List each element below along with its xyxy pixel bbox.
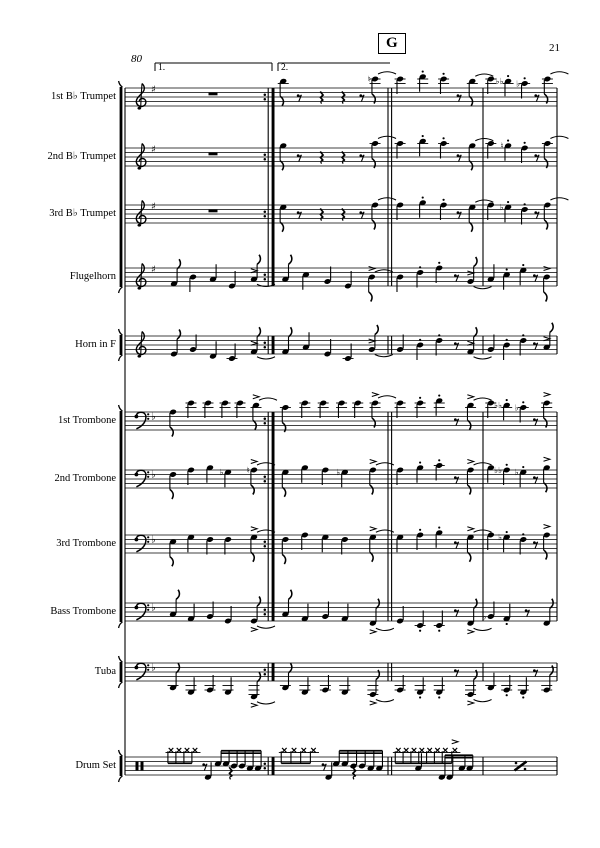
flag: [251, 485, 254, 495]
eighth-rest: [359, 94, 364, 101]
x-notehead: [185, 748, 190, 753]
repeat-dot: [264, 673, 267, 676]
tie: [378, 198, 396, 200]
accent-mark: [251, 628, 257, 632]
eighth-rest: [322, 763, 327, 770]
flag: [544, 94, 547, 104]
page-number: 21: [549, 42, 560, 54]
repeat-dot: [264, 763, 267, 766]
eighth-rest: [533, 541, 538, 548]
flag: [370, 485, 373, 495]
eighth-rest: [534, 94, 539, 101]
flag: [176, 663, 179, 673]
accidental: ♮: [500, 141, 504, 152]
x-notehead: [396, 748, 401, 753]
flag: [280, 161, 283, 171]
instrument-label-2: 3rd B♭ Trumpet: [49, 208, 116, 219]
flag: [280, 96, 283, 106]
eighth-rest: [454, 418, 459, 425]
tie: [475, 74, 493, 76]
group-bracket: [119, 405, 123, 628]
tie: [378, 72, 396, 74]
tie: [257, 626, 275, 628]
tie: [376, 628, 394, 630]
accidental: ♮: [367, 74, 371, 85]
x-notehead: [443, 748, 448, 753]
flag: [467, 552, 470, 562]
eighth-rest: [457, 154, 462, 161]
staff-7: [125, 525, 557, 567]
flag: [370, 552, 373, 562]
key-signature-sharp: ♯: [151, 201, 156, 213]
eighth-rest: [533, 669, 538, 676]
staccato-dot: [438, 459, 440, 461]
flag: [170, 557, 173, 567]
staccato-dot: [442, 73, 444, 75]
flag: [289, 590, 292, 600]
staff-3: [125, 255, 557, 302]
eighth-rest: [359, 154, 364, 161]
rehearsal-mark: G: [378, 33, 406, 54]
bass-clef-icon: [135, 412, 150, 429]
instrument-label-7: 3rd Trombone: [56, 538, 116, 549]
staccato-dot: [522, 533, 524, 535]
key-signature-flat: ♭: [151, 469, 156, 481]
staff-0: [125, 70, 568, 109]
x-notehead: [282, 748, 287, 753]
x-notehead: [177, 748, 182, 753]
flag: [544, 550, 547, 560]
eighth-rest: [533, 476, 538, 483]
flag: [469, 222, 472, 232]
barline-double: [388, 412, 392, 621]
repeat-dot: [264, 215, 267, 218]
accidental: ♭♭: [495, 77, 504, 88]
bass-clef-icon: [135, 663, 150, 680]
key-signature-sharp: ♯: [151, 144, 156, 156]
tie: [375, 355, 393, 357]
tie: [474, 398, 492, 400]
staccato-dot: [522, 334, 524, 336]
staccato-dot: [506, 623, 508, 625]
accent-mark: [467, 527, 473, 531]
eighth-rest: [533, 418, 538, 425]
eighth-rest: [454, 476, 459, 483]
repeat-dot: [264, 541, 267, 544]
flag: [257, 597, 260, 607]
staccato-dot: [522, 466, 524, 468]
eighth-rest: [359, 211, 364, 218]
tie: [475, 200, 493, 202]
flag: [550, 599, 553, 609]
staccato-dot: [506, 464, 508, 466]
accent-mark: [370, 701, 376, 705]
instrument-label-4: Horn in F: [75, 339, 116, 350]
staff-10: [125, 740, 557, 781]
repeat-dot: [264, 154, 267, 157]
staccato-dot: [506, 339, 508, 341]
whole-rest: [209, 153, 218, 156]
staccato-dot: [507, 75, 509, 77]
staccato-dot: [506, 531, 508, 533]
volta-bracket: [155, 63, 272, 71]
tie: [376, 700, 394, 702]
staccato-dot: [419, 630, 421, 632]
accent-mark: [251, 703, 257, 707]
tie: [257, 702, 275, 704]
flag: [177, 330, 180, 340]
accidental: ♭♭: [494, 465, 503, 476]
eighth-rest: [454, 669, 459, 676]
staccato-dot: [442, 137, 444, 139]
accent-mark: [467, 271, 473, 275]
repeat-dot: [264, 767, 267, 770]
eighth-rest: [297, 94, 302, 101]
treble-clef-icon: [136, 84, 146, 110]
staccato-dot: [438, 262, 440, 264]
staff-9: [125, 663, 557, 708]
eighth-rest: [533, 274, 538, 281]
key-signature-flat: ♭: [151, 602, 156, 614]
accent-mark: [467, 701, 473, 705]
whole-rest: [209, 210, 218, 213]
flag: [170, 490, 173, 500]
accent-mark: [467, 460, 473, 464]
accent-mark: [452, 740, 458, 744]
key-signature-flat: ♭: [151, 534, 156, 546]
flag: [257, 327, 260, 337]
staccato-dot: [419, 529, 421, 531]
staff-2: [125, 196, 568, 231]
instrument-label-10: Drum Set: [75, 760, 116, 771]
repeat-dot: [264, 609, 267, 612]
staccato-dot: [506, 694, 508, 696]
accidental: ♭: [499, 203, 504, 214]
flag: [282, 423, 285, 433]
staccato-dot: [506, 268, 508, 270]
flag: [170, 427, 173, 437]
whole-rest: [209, 93, 218, 96]
treble-clef-icon: [136, 144, 146, 170]
group-bracket: [119, 329, 123, 361]
accidental: ♭: [498, 533, 503, 544]
repeat-dot: [264, 545, 267, 548]
staccato-dot: [524, 142, 526, 144]
quarter-rest: [353, 767, 356, 779]
tie: [257, 357, 275, 359]
repeat-dot: [264, 342, 267, 345]
staccato-dot: [422, 196, 424, 198]
flag: [257, 672, 260, 682]
treble-clef-icon: [136, 332, 146, 358]
staccato-dot: [438, 526, 440, 528]
staccato-dot: [522, 264, 524, 266]
repeat-dot: [264, 158, 267, 161]
flag: [289, 327, 292, 337]
x-notehead: [311, 748, 316, 753]
accidental: ♭: [514, 468, 519, 479]
staccato-dot: [506, 399, 508, 401]
staff-6: [125, 457, 557, 499]
x-notehead: [292, 748, 297, 753]
accent-mark: [253, 395, 259, 399]
bass-clef-icon: [135, 603, 150, 620]
accidental: ♭♭: [494, 401, 503, 412]
flag: [289, 255, 292, 265]
repeat-dot: [264, 613, 267, 616]
repeat-dot: [264, 94, 267, 97]
flag: [544, 292, 547, 302]
eighth-rest: [297, 154, 302, 161]
flag: [251, 552, 254, 562]
staccato-dot: [438, 394, 440, 396]
accent-mark: [251, 460, 257, 464]
key-signature-sharp: ♯: [151, 84, 156, 96]
repeat-dot: [264, 480, 267, 483]
flag: [469, 161, 472, 171]
flag: [177, 259, 180, 269]
staccato-dot: [419, 696, 421, 698]
group-bracket: [119, 656, 123, 688]
flag: [375, 325, 378, 335]
accent-mark: [369, 339, 375, 343]
repeat-dot: [264, 274, 267, 277]
tie: [550, 136, 568, 138]
instrument-label-8: Bass Trombone: [50, 606, 116, 617]
tie: [550, 198, 568, 200]
accent-mark: [544, 525, 550, 529]
accent-mark: [369, 267, 375, 271]
instrument-label-1: 2nd B♭ Trumpet: [47, 151, 116, 162]
accent-mark: [370, 527, 376, 531]
staccato-dot: [419, 397, 421, 399]
staff-4: [125, 323, 557, 362]
staccato-dot: [524, 203, 526, 205]
flag: [474, 327, 477, 337]
x-notehead: [169, 748, 174, 753]
tie: [550, 72, 568, 74]
tie: [474, 357, 492, 359]
x-notehead: [420, 748, 425, 753]
repeat-dot: [264, 346, 267, 349]
key-signature-sharp: ♯: [151, 264, 156, 276]
flag: [372, 418, 375, 428]
staccato-dot: [422, 70, 424, 72]
accent-mark: [544, 457, 550, 461]
volta-bracket: [278, 63, 390, 71]
flag: [550, 666, 553, 676]
accent-mark: [467, 630, 473, 634]
accidental: ♭: [514, 403, 519, 414]
flag: [280, 222, 283, 232]
flag: [467, 420, 470, 430]
flag: [372, 94, 375, 104]
volta-1-label: 1.: [158, 63, 166, 73]
eighth-rest: [454, 541, 459, 548]
staff-1: [125, 135, 568, 170]
staccato-dot: [419, 461, 421, 463]
flag: [376, 599, 379, 609]
flag: [550, 323, 553, 333]
x-notehead: [412, 748, 417, 753]
eighth-rest: [534, 154, 539, 161]
eighth-rest: [297, 211, 302, 218]
eighth-rest: [534, 211, 539, 218]
staccato-dot: [522, 696, 524, 698]
repeat-dot: [264, 476, 267, 479]
flag: [474, 599, 477, 609]
accent-mark: [370, 630, 376, 634]
accent-mark: [544, 267, 550, 271]
flag: [282, 555, 285, 565]
instrument-label-0: 1st B♭ Trumpet: [50, 91, 116, 102]
tie: [378, 136, 396, 138]
staccato-dot: [438, 630, 440, 632]
x-notehead: [427, 748, 432, 753]
tie: [474, 628, 492, 630]
x-notehead: [453, 748, 458, 753]
repeat-dot: [264, 211, 267, 214]
key-signature-flat: ♭: [151, 411, 156, 423]
eighth-rest: [457, 211, 462, 218]
tie: [375, 270, 393, 272]
treble-clef-icon: [136, 264, 146, 290]
staccato-dot: [419, 339, 421, 341]
accidental: ♭: [336, 468, 341, 479]
staccato-dot: [524, 77, 526, 79]
accidental: ♭: [482, 612, 487, 623]
accent-mark: [544, 393, 550, 397]
key-signature-flat: ♭: [151, 662, 156, 674]
accent-mark: [372, 393, 378, 397]
x-notehead: [435, 748, 440, 753]
bass-clef-icon: [135, 535, 150, 552]
accent-mark: [251, 527, 257, 531]
flag: [469, 96, 472, 106]
bass-clef-icon: [135, 470, 150, 487]
eighth-rest: [454, 274, 459, 281]
flag: [372, 220, 375, 230]
tie: [475, 139, 493, 141]
staccato-dot: [419, 266, 421, 268]
tie: [259, 398, 277, 400]
flag: [467, 485, 470, 495]
flag: [544, 220, 547, 230]
barline-repeat-end: [264, 412, 275, 621]
measure-number: 80: [131, 53, 142, 65]
x-notehead: [301, 748, 306, 753]
tie: [474, 287, 492, 289]
flag: [544, 483, 547, 493]
flag: [282, 487, 285, 497]
flag: [544, 159, 547, 169]
accidental: ♮: [246, 465, 250, 476]
staff-5: [125, 393, 557, 437]
repeat-dot: [264, 98, 267, 101]
repeat-dot: [264, 418, 267, 421]
eighth-rest: [533, 342, 538, 349]
group-bracket: [119, 81, 123, 293]
treble-clef-icon: [136, 201, 146, 227]
staccato-dot: [442, 199, 444, 201]
flag: [376, 670, 379, 680]
flag: [544, 418, 547, 428]
x-notehead: [404, 748, 409, 753]
staccato-dot: [438, 696, 440, 698]
flag: [474, 670, 477, 680]
tie: [474, 700, 492, 702]
barline-double: [388, 88, 392, 286]
instrument-label-5: 1st Trombone: [57, 415, 116, 426]
quarter-rest: [229, 767, 232, 779]
x-notehead: [193, 748, 198, 753]
flag: [372, 159, 375, 169]
eighth-rest: [454, 342, 459, 349]
staccato-dot: [507, 139, 509, 141]
instrument-label-9: Tuba: [94, 666, 116, 677]
staccato-dot: [438, 334, 440, 336]
staccato-dot: [522, 401, 524, 403]
eighth-rest: [457, 94, 462, 101]
flag: [289, 663, 292, 673]
tie: [378, 396, 396, 398]
barline-repeat-end: [264, 88, 275, 286]
accidental: ♭: [516, 79, 521, 90]
staff-8: [125, 590, 557, 634]
accidental: ♭: [219, 468, 224, 479]
repeat-dot: [264, 422, 267, 425]
group-bracket: [119, 750, 123, 782]
accent-mark: [467, 395, 473, 399]
flag: [253, 420, 256, 430]
flag: [176, 590, 179, 600]
flag: [257, 255, 260, 265]
instrument-label-3: Flugelhorn: [69, 271, 116, 282]
eighth-rest: [202, 763, 207, 770]
flag: [474, 257, 477, 267]
eighth-rest: [454, 609, 459, 616]
accent-mark: [370, 460, 376, 464]
volta-2-label: 2.: [281, 63, 289, 73]
repeat-dot: [264, 669, 267, 672]
staccato-dot: [422, 135, 424, 137]
flag: [369, 292, 372, 302]
staccato-dot: [507, 201, 509, 203]
instrument-label-6: 2nd Trombone: [54, 473, 116, 484]
repeat-dot: [264, 278, 267, 281]
eighth-rest: [525, 609, 530, 616]
